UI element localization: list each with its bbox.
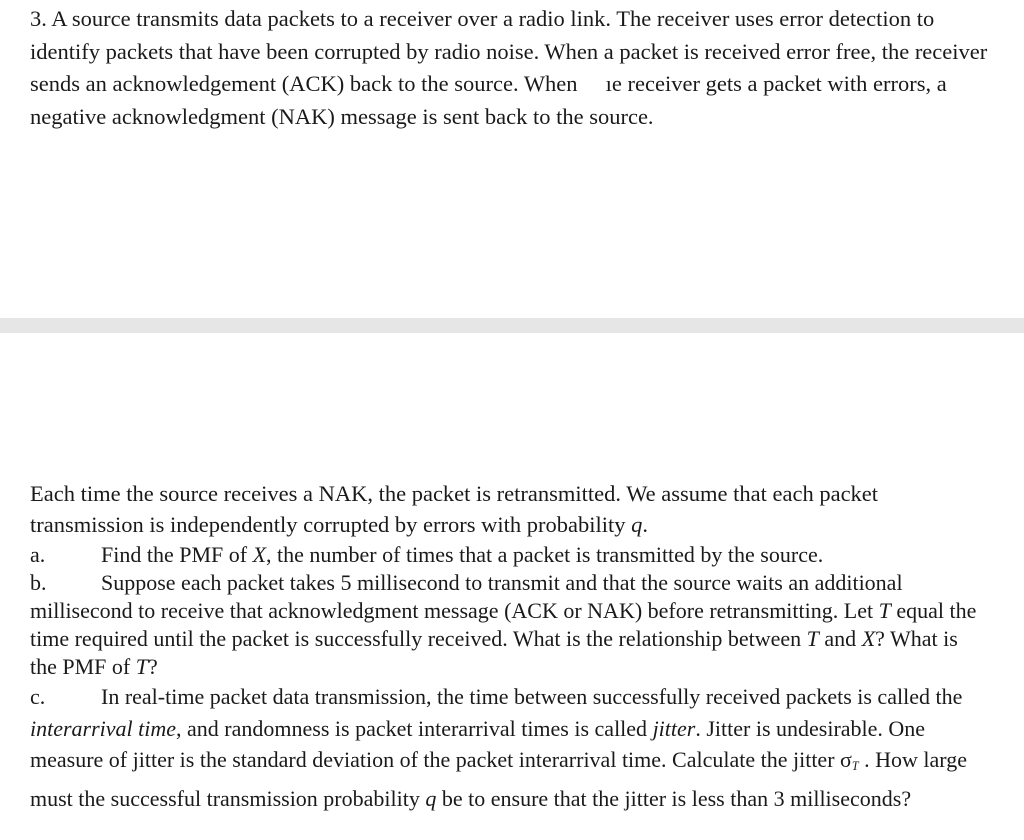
problem-number: 3.: [30, 6, 47, 31]
term-interarrival-time: interarrival time: [30, 715, 177, 741]
text-segment: Find the PMF of: [101, 542, 253, 567]
sub-question-b: [30, 569, 990, 681]
text-segment: and: [818, 626, 862, 651]
problem-continuation: [30, 478, 990, 540]
text-segment: ? What is the PMF of: [30, 626, 958, 679]
sub-questions: [30, 541, 990, 814]
sub-question-a: [30, 541, 990, 569]
text-segment: Suppose each packet takes 5 millisecond to transmit and that the source waits an additional millisecond to receive that acknowledgment message (ACK or NAK) before retransmitting. Let: [30, 570, 903, 623]
continuation-text-2: .: [642, 512, 649, 537]
problem-intro-text: A source transmits data packets to a receiver over a radio link. The receiver uses error detection to identify packets that have been corrupted by radio noise. When a packet is received error free, the receiver sends an acknowledgement (ACK) back to the source. When ıe receiver gets a packet with errors, a negative acknowledgment (NAK) message is sent back to the source.: [30, 6, 988, 129]
variable-q: q: [631, 512, 643, 537]
variable-q: q: [425, 785, 437, 811]
term-jitter: jitter: [652, 715, 696, 741]
page-divider: [0, 318, 1024, 333]
text-segment: be to ensure that the jitter is less than 3 milliseconds?: [436, 785, 912, 811]
sub-question-c: [30, 681, 990, 814]
variable-x: X: [252, 542, 267, 567]
sub-question-label: c.: [30, 684, 46, 709]
variable-x: X: [861, 626, 876, 651]
variable-t: T: [878, 598, 891, 623]
text-segment: ?: [148, 654, 158, 679]
text-segment: , and randomness is packet interarrival times is called: [176, 715, 653, 741]
sub-question-label: a.: [30, 542, 46, 567]
text-segment: . Jitter is undesirable. One measure of jitter is the standard deviation of the packet interarrival time. Calculate the jitter: [30, 715, 926, 772]
text-segment: . How large must the successful transmission probability: [30, 747, 967, 811]
text-segment: In real-time packet data transmission, the time between successfully received packets is called the: [101, 684, 963, 709]
sigma-symbol: σ: [840, 747, 852, 772]
variable-t: T: [806, 626, 819, 651]
variable-t: T: [135, 654, 148, 679]
sigma-subscript: T: [851, 759, 859, 774]
sub-question-label: b.: [30, 570, 47, 595]
text-segment: , the number of times that a packet is transmitted by the source.: [266, 542, 824, 567]
continuation-text-1: Each time the source receives a NAK, the packet is retransmitted. We assume that each packet transmission is independently corrupted by errors with probability: [30, 481, 879, 537]
problem-intro: [30, 3, 990, 133]
text-segment: equal the time required until the packet is successfully received. What is the relationship between: [30, 598, 977, 651]
